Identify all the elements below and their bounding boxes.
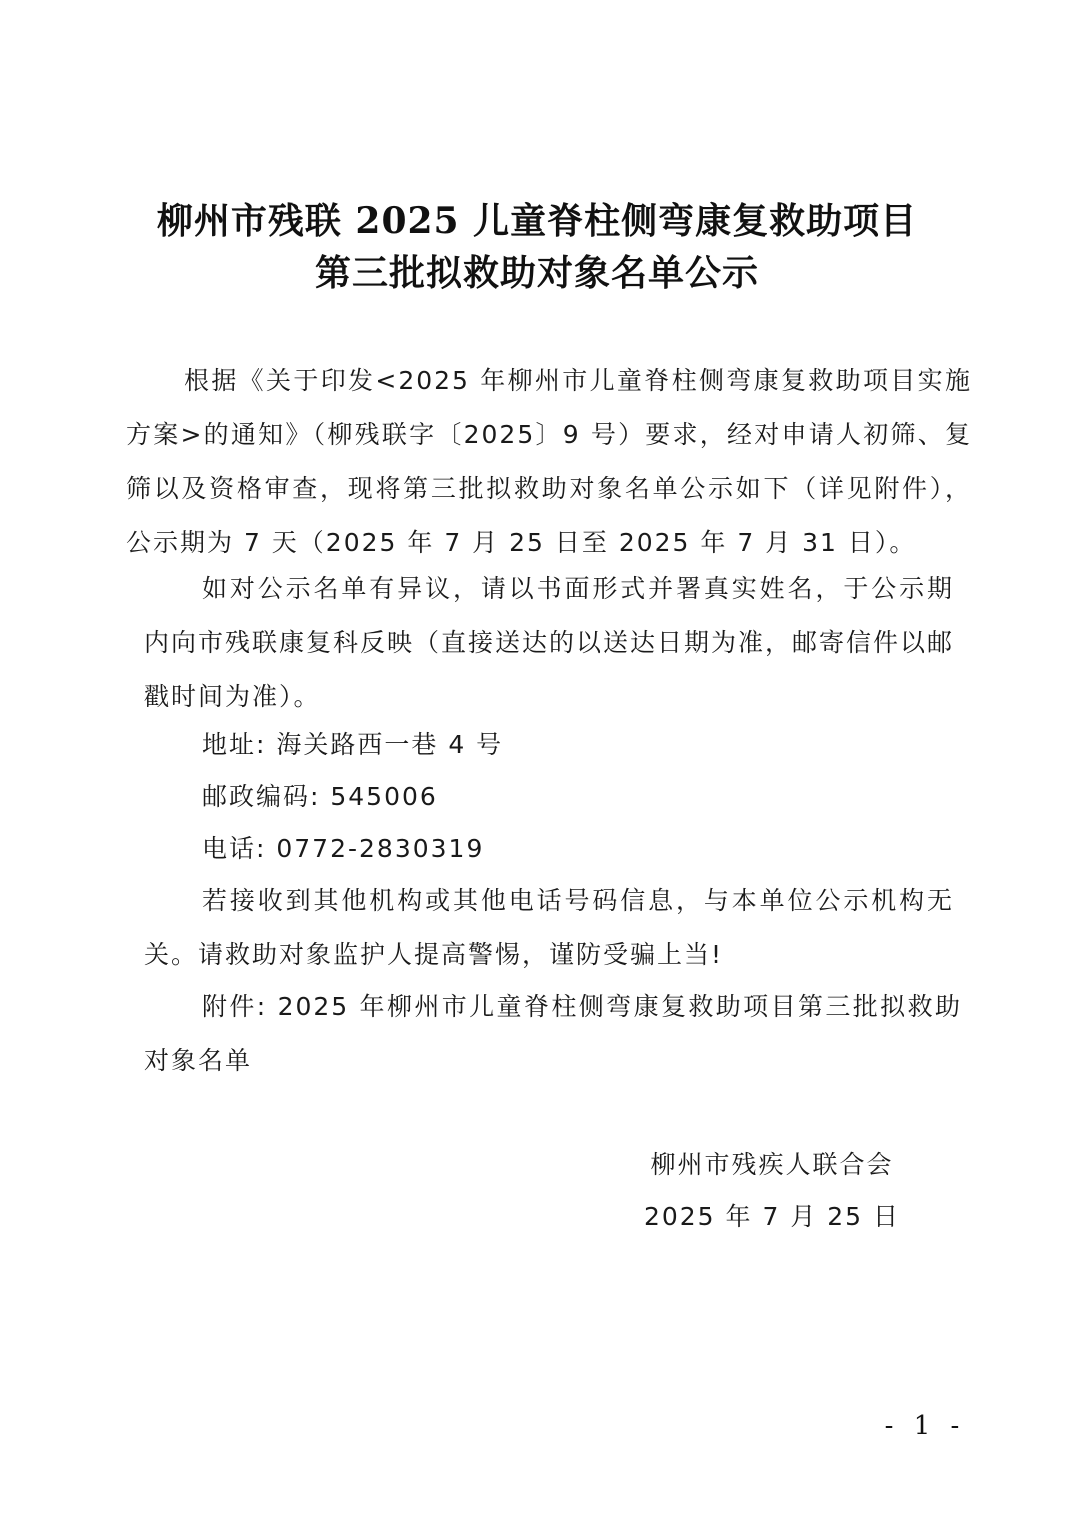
paragraph-objection: 如对公示名单有异议，请以书面形式并署真实姓名，于公示期内向市残联康复科反映（直接送达的以送达日期为准，邮寄信件以邮戳时间为准）。 [144, 574, 955, 711]
document-title-line-2: 第三批拟救助对象名单公示 [314, 252, 759, 294]
page-number: - 1 - [884, 1411, 966, 1441]
contact-phone: 电话: 0772-2830319 [202, 834, 485, 863]
document-title-line-1: 柳州市残联 2025 儿童脊柱侧弯康复救助项目 [156, 200, 918, 242]
paragraph-basis: 根据《关于印发<2025 年柳州市儿童脊柱侧弯康复救助项目实施方案>的通知》（柳残联字〔2025〕9 号）要求，经对申请人初筛、复筛以及资格审查，现将第三批拟救助对象名单公示如下（详见附件），公示期为 7 天（2025 年 7 月 25 日至 2025 年 7 月 31 日）。 [126, 366, 972, 557]
signature-organization: 柳州市残疾人联合会 [650, 1150, 894, 1179]
paragraph-warning: 若接收到其他机构或其他电话号码信息，与本单位公示机构无关。请救助对象监护人提高警惕，谨防受骗上当! [144, 886, 954, 969]
contact-address: 地址: 海关路西一巷 4 号 [202, 730, 504, 759]
signature-date: 2025 年 7 月 25 日 [643, 1202, 901, 1231]
paragraph-attachment: 附件: 2025 年柳州市儿童脊柱侧弯康复救助项目第三批拟救助对象名单 [144, 992, 962, 1075]
contact-postal-code: 邮政编码: 545006 [202, 782, 438, 811]
